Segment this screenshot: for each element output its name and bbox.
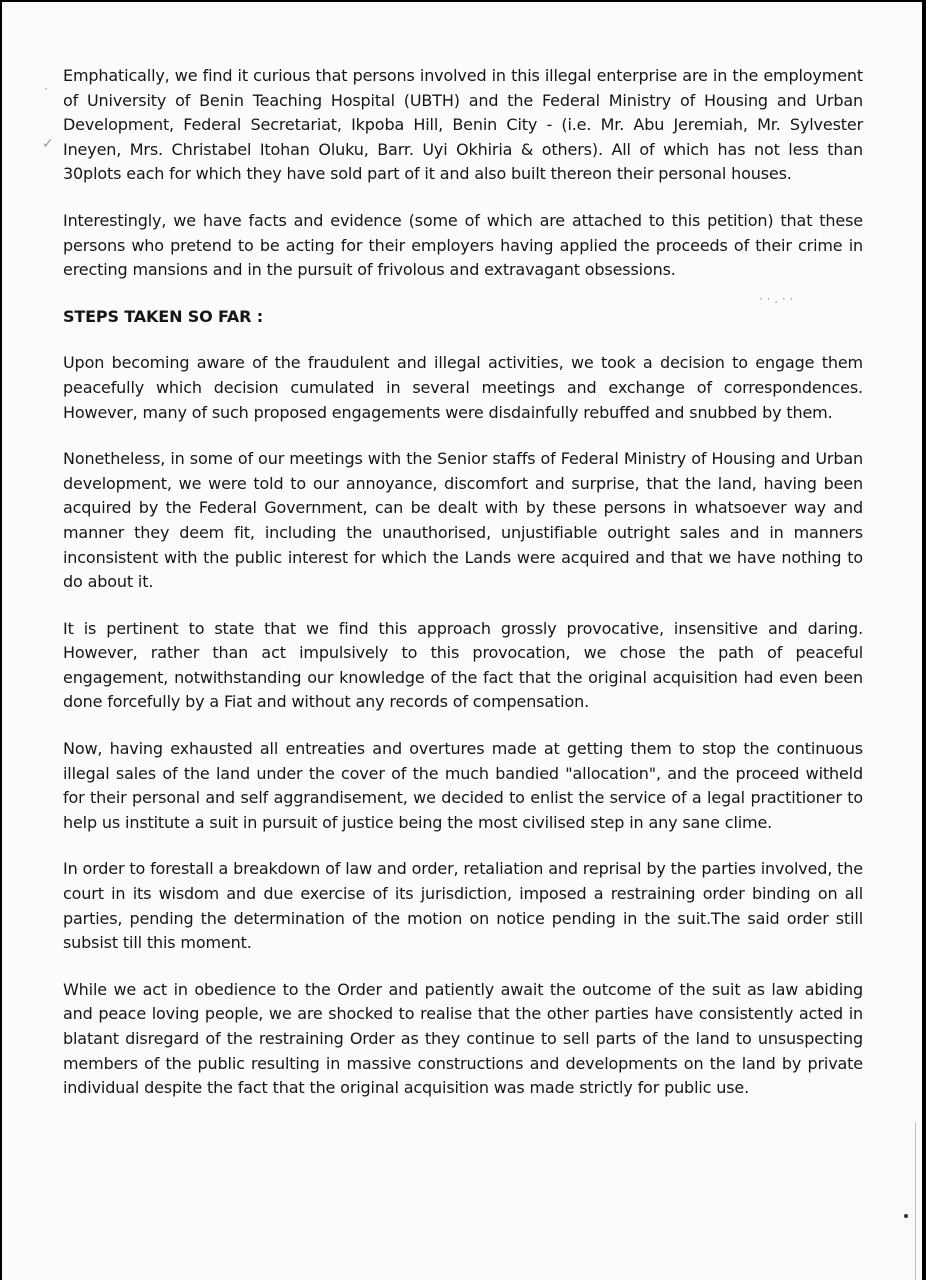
- paragraph-now-having-exhausted: Now, having exhausted all entreaties and overtures made at getting them to stop the continuous illegal sales of the land under the cover of the much bandied "allocation", and the proceed witheld for their personal and self aggrandisement, we decided to enlist the service of a legal practitioner to help us institute a suit in pursuit of justice being the most civilised step in any sane clime.: [63, 739, 863, 832]
- paragraph-forestall: In order to forestall a breakdown of law and order, retaliation and reprisal by the parties involved, the court in its wisdom and due exercise of its jurisdiction, imposed a restraining order binding on all parties, pending the determination of the motion on notice pending in the suit.The said order still subsist till this moment.: [63, 859, 863, 953]
- document-page: [2, 2, 922, 1280]
- document-body: [63, 64, 863, 1123]
- paragraph-emphatically: Emphatically, we find it curious that persons involved in this illegal enterprise are in the employment of University of Benin Teaching Hospital (UBTH) and the Federal Ministry of Housing and Urban Development, Federal Secretariat, Ikpoba Hill, Benin City - (i.e. Mr. Abu Jeremiah, Mr. Sylvester Ineyen, Mrs. Christabel Itohan Oluku, Barr. Uyi Okhiria & others). All of which has not less than 30plots each for which they have sold part of it and also built thereon their personal houses.: [63, 66, 863, 184]
- margin-dot: [904, 1214, 908, 1218]
- margin-mark: ·: [44, 82, 48, 96]
- paragraph-upon-becoming-aware: Upon becoming aware of the fraudulent and illegal activities, we took a decision to engage them peacefully which decision cumulated in several meetings and exchange of correspondences. However, many of such proposed engagements were disdainfully rebuffed and snubbed by them.: [63, 353, 863, 422]
- section-heading: STEPS TAKEN SO FAR :: [63, 306, 263, 326]
- margin-mark: ✓: [42, 136, 54, 152]
- paragraph-pertinent: It is pertinent to state that we find this approach grossly provocative, insensitive and daring. However, rather than act impulsively to this provocation, we chose the path of peaceful engagement, notwithstanding our knowledge of the fact that the original acquisition had even been done forcefully by a Fiat and without any records of compensation.: [63, 618, 863, 712]
- paragraph-obedience: While we act in obedience to the Order and patiently await the outcome of the suit as law abiding and peace loving people, we are shocked to realise that the other parties have consistently acted in blatant disregard of the restraining Order as they continue to sell parts of the land to unsuspecting members of the public resulting in massive constructions and developments on the land by private individual despite the fact that the original acquisition was made strictly for public use.: [63, 979, 863, 1098]
- margin-mark: · · . · ·: [759, 292, 794, 306]
- paragraph-interestingly: Interestingly, we have facts and evidence (some of which are attached to this petition) that these persons who pretend to be acting for their employers having applied the proceeds of their crime in erecting mansions and in the pursuit of frivolous and extravagant obsessions.: [63, 210, 863, 280]
- paragraph-nonetheless: Nonetheless, in some of our meetings with the Senior staffs of Federal Ministry of Housing and Urban development, we were told to our annoyance, discomfort and surprise, that the land, having been acquired by the Federal Government, can be dealt with by these persons in whatsoever way and manner they deem fit, including the unauthorised, unjustifiable outright sales and in manners inconsistent with the public interest for which the Lands were acquired and that we have nothing to do about it.: [63, 449, 863, 592]
- scan-edge-line: [915, 1122, 916, 1280]
